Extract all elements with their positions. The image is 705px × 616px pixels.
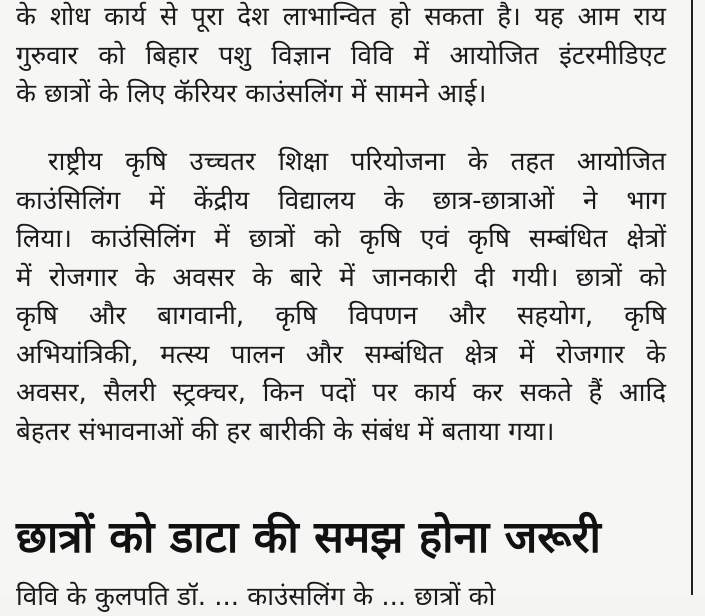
paragraph-line: के छात्रों के लिए कॅरियर काउंसलिंग में सामने आई। [16, 79, 487, 109]
section-headline: छात्रों को डाटा की समझ होना जरूरी [16, 512, 601, 563]
paragraph-line: राष्ट्रीय कृषि उच्चतर शिक्षा परियोजना के तहत आयोजित [48, 147, 666, 177]
paragraph-line: कृषि और बागवानी, कृषि विपणन और सहयोग, कृषि [16, 301, 666, 331]
cut-off-text-line: विवि के कुलपति डॉ. ... काउंसलिंग के ... छात्रों को [16, 582, 496, 612]
column-divider [691, 0, 693, 595]
paragraph-line: के शोध कार्य से पूरा देश लाभान्वित हो सकता है। यह आम राय [16, 2, 666, 32]
paragraph-line: बेहतर संभावनाओं की हर बारीकी के संबंध में बताया गया। [16, 416, 555, 447]
article-paragraph-1 [16, 0, 666, 114]
paragraph-line: काउंसिलिंग में केंद्रीय विद्यालय के छात्र-छात्राओं ने भाग [16, 185, 666, 216]
paragraph-line: अभियांत्रिकी, मत्स्य पालन और सम्बंधित क्षेत्र में रोजगार के [16, 339, 666, 370]
article-paragraph-2 [16, 143, 666, 451]
paragraph-line: गुरुवार को बिहार पशु विज्ञान विवि में आयोजित इंटरमीडिएट [16, 40, 666, 71]
paragraph-line: अवसर, सैलरी स्ट्रक्चर, किन पदों पर कार्य कर सकते हैं आदि [16, 378, 666, 408]
paragraph-line: में रोजगार के अवसर के बारे में जानकारी दी गयी। छात्रों को [16, 262, 666, 293]
paragraph-line: लिया। काउंसिलिंग में छात्रों को कृषि एवं कृषि सम्बंधित क्षेत्रों [16, 224, 666, 254]
